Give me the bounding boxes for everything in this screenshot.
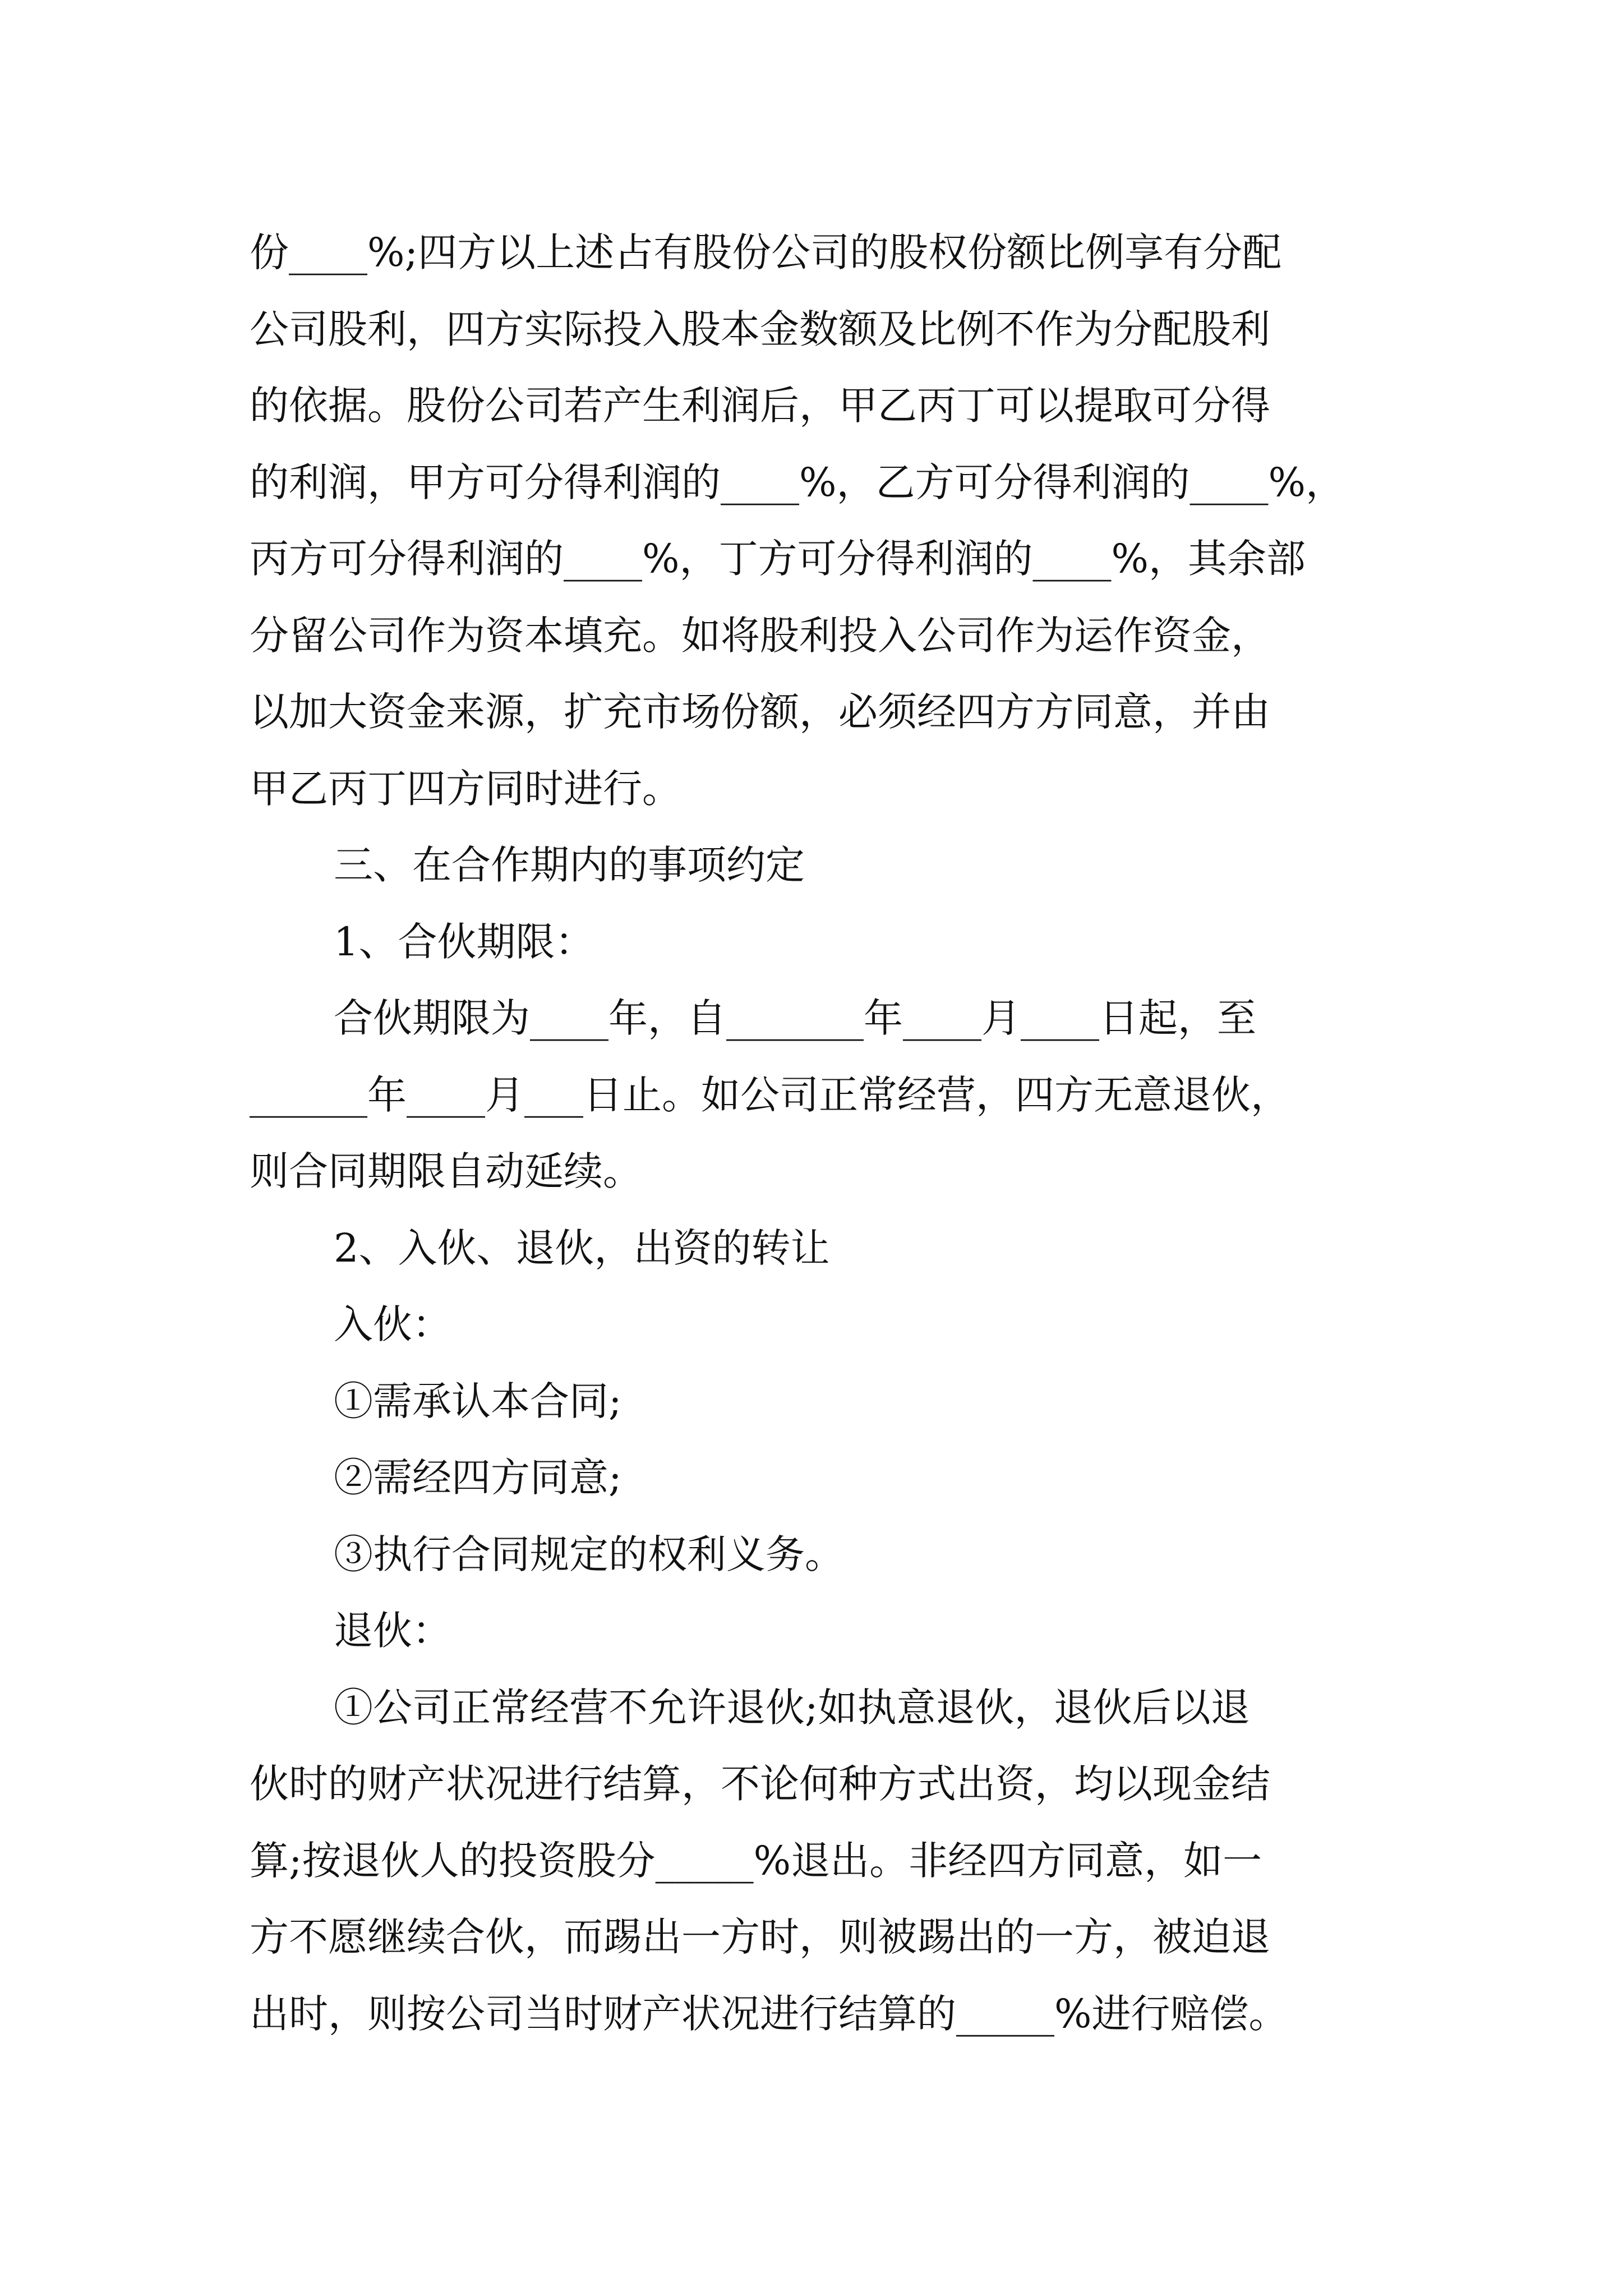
text-line: 公司股利，四方实际投入股本金数额及比例不作为分配股利 [250,306,1270,352]
text-line: 出时，则按公司当时财产状况进行结算的_____%进行赔偿。 [250,1990,1288,2037]
text-line: 1、合伙期限： [334,918,594,965]
text-line: 丙方可分得利润的____%，丁方可分得利润的____%，其余部 [250,536,1306,582]
text-line: 方不愿继续合伙，而踢出一方时，则被踢出的一方，被迫退 [250,1914,1270,1960]
text-line: ①公司正常经营不允许退伙;如执意退伙，退伙后以退 [334,1684,1250,1731]
text-line: 甲乙丙丁四方同时进行。 [250,765,681,812]
text-line: ______年____月___日止。如公司正常经营，四方无意退伙， [250,1071,1290,1118]
text-line: 合伙期限为____年，自_______年____月____日起，至 [334,995,1256,1041]
text-line: 2、入伙、退伙，出资的转让 [334,1225,830,1271]
contract-text [250,214,1399,2052]
text-line: ①需承认本合同; [334,1378,622,1424]
text-line: 入伙： [334,1301,451,1347]
text-line: 的依据。股份公司若产生利润后，甲乙丙丁可以提取可分得 [250,383,1270,429]
text-line: 以加大资金来源，扩充市场份额，必须经四方方同意，并由 [250,689,1270,735]
text-line: ②需经四方同意; [334,1455,622,1501]
text-line: 算;按退伙人的投资股分_____%退出。非经四方同意，如一 [250,1837,1262,1884]
text-line: 的利润，甲方可分得利润的____%，乙方可分得利润的____%， [250,459,1345,505]
text-line: 份____%;四方以上述占有股份公司的股权份额比例享有分配 [250,229,1282,275]
text-line: 分留公司作为资本填充。如将股利投入公司作为运作资金， [250,612,1270,659]
text-line: ③执行合同规定的权利义务。 [334,1531,844,1577]
text-line: 退伙： [334,1608,451,1654]
text-line: 三、在合作期内的事项约定 [334,842,805,888]
text-line: 伙时的财产状况进行结算，不论何种方式出资，均以现金结 [250,1761,1270,1807]
text-line: 则合同期限自动延续。 [250,1148,642,1194]
